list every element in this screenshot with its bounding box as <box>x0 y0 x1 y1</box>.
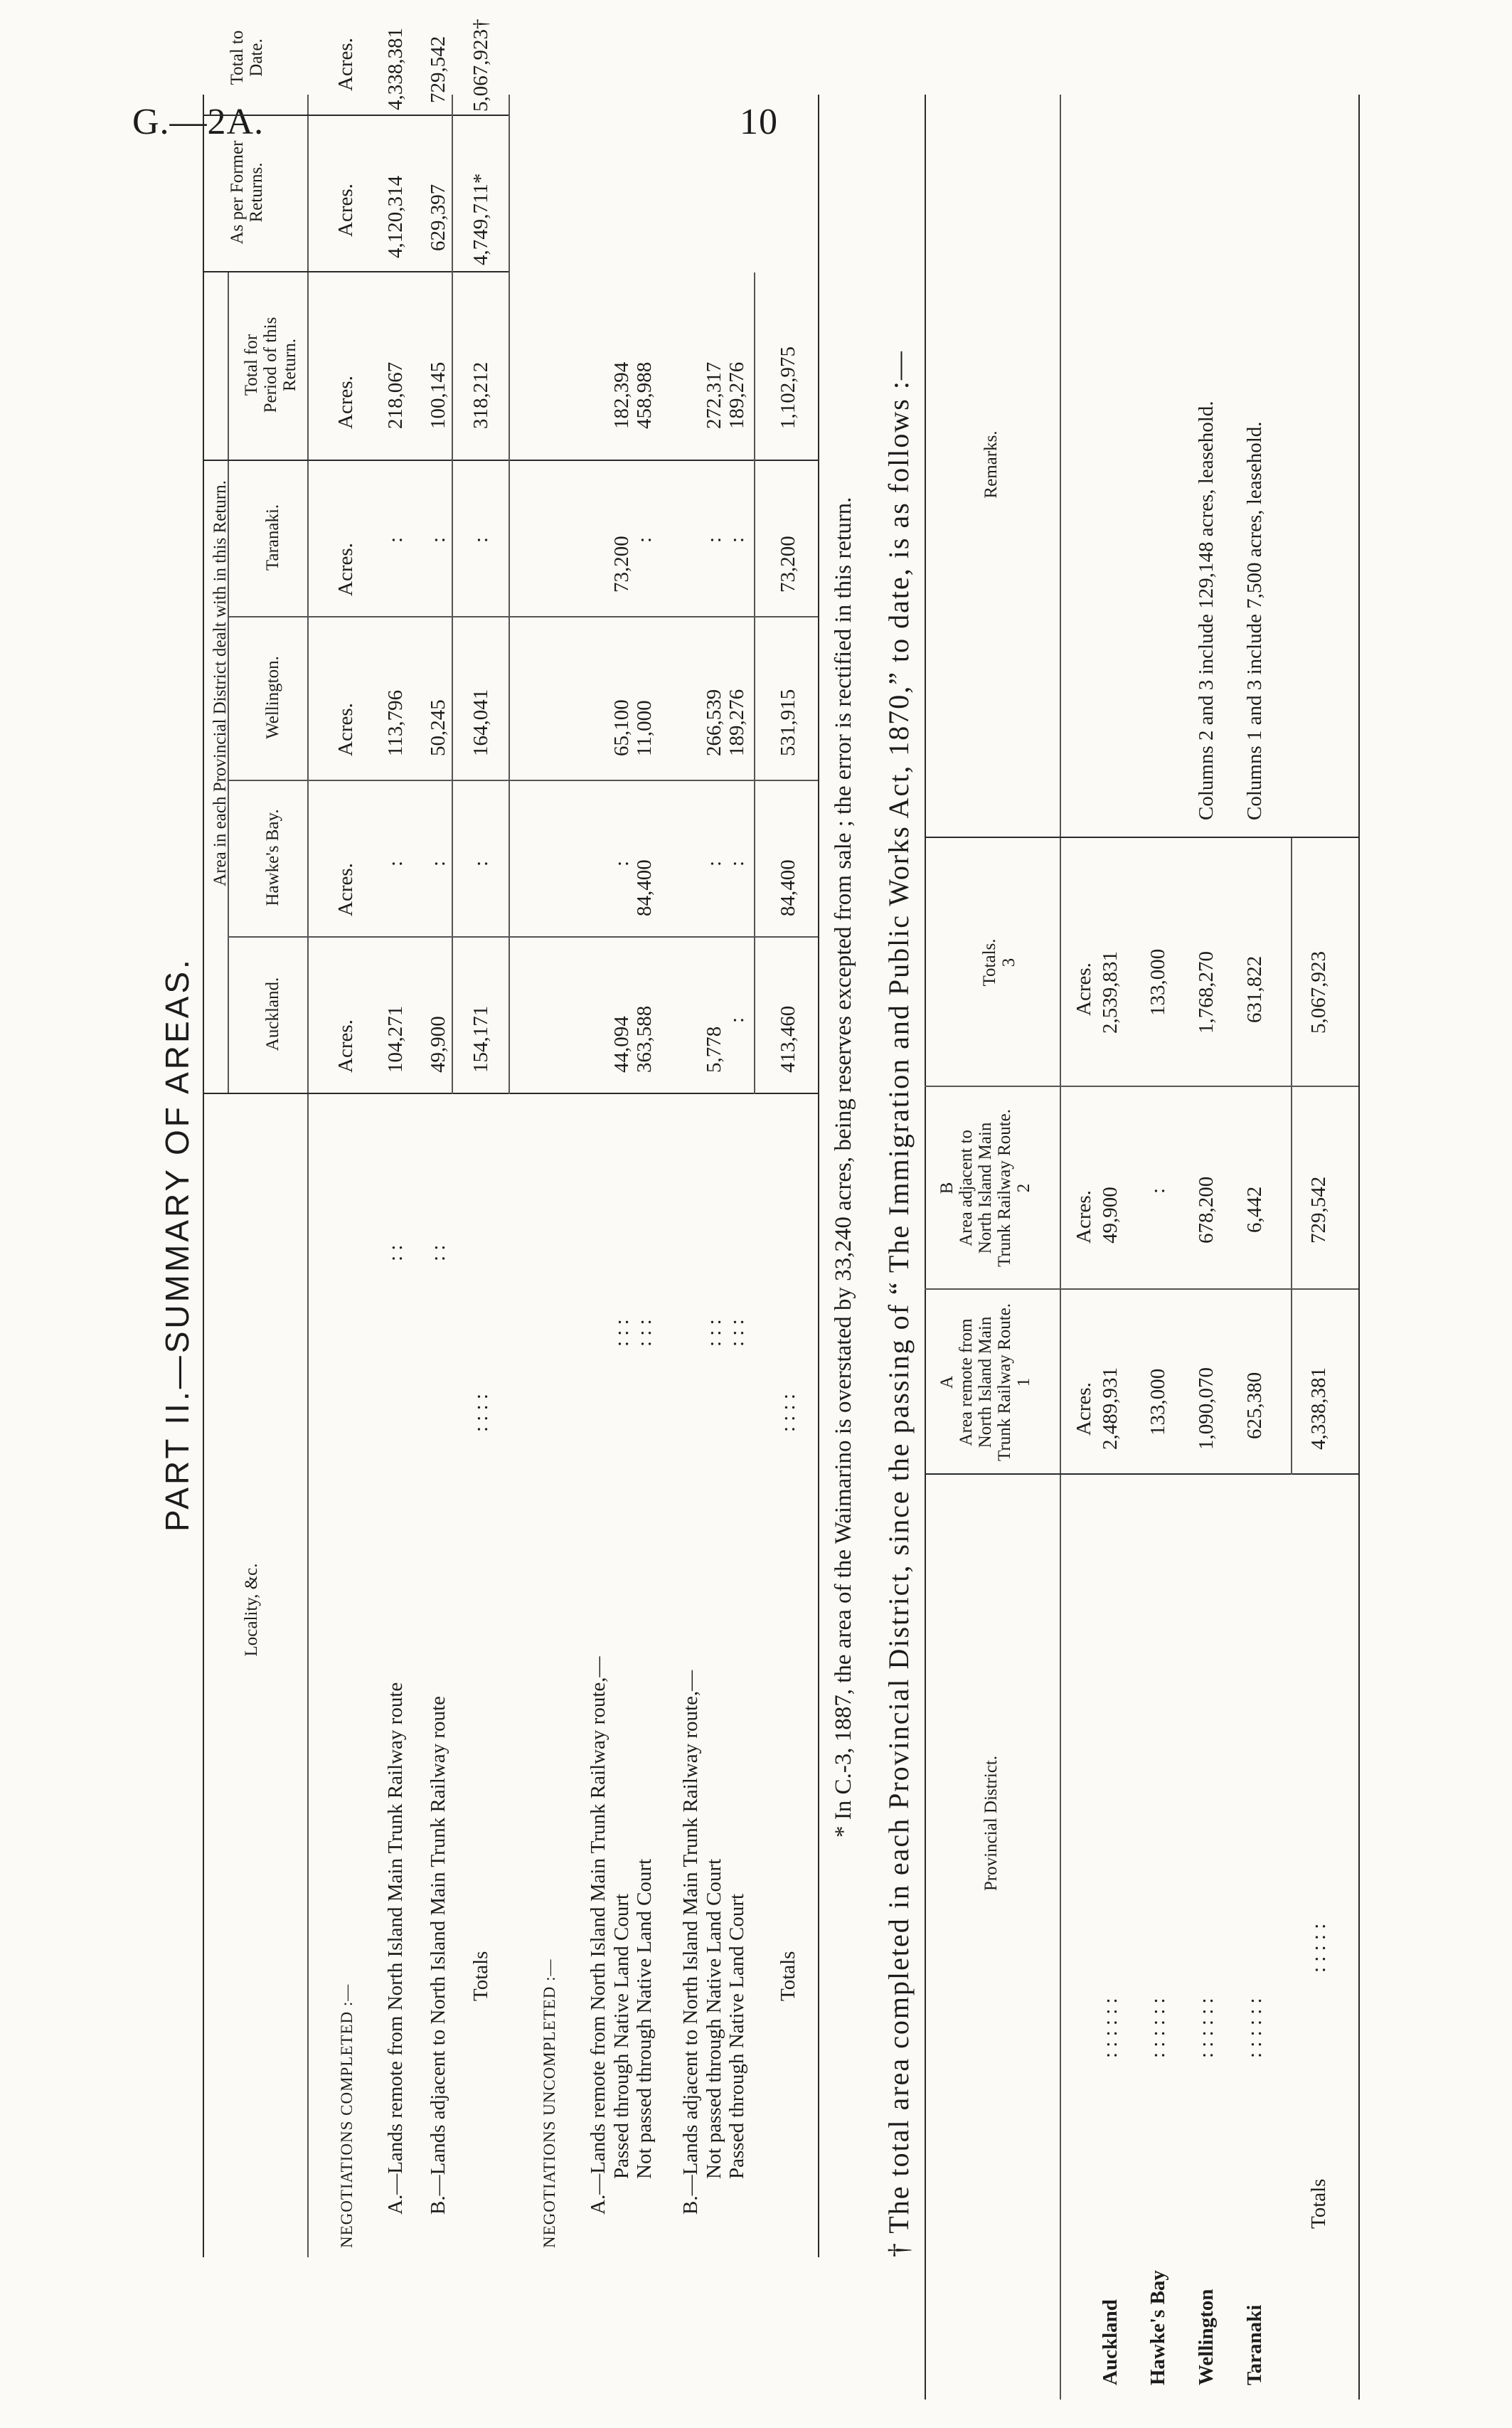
row-label: Passed through Native Land Court <box>725 1893 748 2179</box>
cell-wellington: 189,276 <box>725 689 748 756</box>
unit-label: Acres. <box>1072 963 1095 1016</box>
row-label: B.—Lands adjacent to North Island Main Trunk Railway route <box>427 1696 449 2215</box>
cell-period: 189,276 <box>725 361 748 429</box>
cell-hawkes-bay: : <box>469 860 492 866</box>
col-header-auckland: Auckland. <box>263 977 282 1051</box>
unit-label: Acres. <box>334 184 357 237</box>
row-label: Not passed through Native Land Court <box>633 1858 656 2179</box>
cell-total: 2,539,831 <box>1099 951 1122 1034</box>
cell-hawkes-bay: : <box>703 860 725 866</box>
cell-wellington: 266,539 <box>703 689 725 756</box>
table1-top-border <box>203 95 204 2257</box>
table1-sum-rule <box>754 272 755 1094</box>
row-label: Not passed through Native Land Court <box>703 1858 725 2179</box>
table1-col-divider <box>228 616 818 617</box>
cell-hawkes-bay: : <box>610 860 633 866</box>
cell-hawkes-bay: 84,400 <box>777 859 799 916</box>
cell-area-adjacent: 678,200 <box>1195 1176 1218 1244</box>
cell-auckland: 413,460 <box>777 1005 799 1073</box>
page-number: 10 <box>740 102 778 142</box>
cell-former: 4,749,711* <box>469 173 492 265</box>
cell-hawkes-bay: 84,400 <box>633 859 656 916</box>
cell-taranaki: : <box>725 536 748 543</box>
leader-dots: : : : <box>610 1319 633 1347</box>
page-ref: G.—2A. <box>132 102 265 142</box>
leader-dots: : : : <box>725 1319 748 1347</box>
cell-former: 629,397 <box>427 184 449 251</box>
unit-label: Acres. <box>334 1019 357 1073</box>
col-header-totals: Totals. 3 <box>980 938 1018 987</box>
cell-area-remote: 1,090,070 <box>1195 1367 1218 1450</box>
table1-col-divider <box>228 936 818 938</box>
totals-label: Totals <box>1307 2178 1330 2229</box>
col-header-area-remote: A Area remote from North Island Main Trunk Railway Route. 1 <box>937 1303 1033 1461</box>
cell-period: 218,067 <box>384 361 407 429</box>
row-label: Passed through Native Land Court <box>610 1893 633 2179</box>
cell-period: 272,317 <box>703 361 725 429</box>
cell-taranaki: : <box>384 536 407 543</box>
leader-dots: : : : : <box>777 1394 799 1432</box>
cell-remarks: Columns 1 and 3 include 7,500 acres, leasehold. <box>1243 421 1266 820</box>
table2-col-divider <box>925 837 1358 838</box>
col-header-wellington: Wellington. <box>263 656 282 739</box>
cell-taranaki: : <box>427 536 449 543</box>
cell-auckland: : <box>725 1017 748 1023</box>
unit-label: Acres. <box>334 38 357 91</box>
cell-auckland: 154,171 <box>469 1005 492 1073</box>
cell-auckland: 44,094 <box>610 1016 633 1073</box>
unit-label: Acres. <box>334 863 357 916</box>
leader-dots: : : : : <box>469 1394 492 1432</box>
cell-area-remote: 2,489,931 <box>1099 1367 1122 1450</box>
cell-auckland: 49,900 <box>427 1016 449 1073</box>
cell-area-remote: 4,338,381 <box>1307 1367 1330 1450</box>
section-heading-completed: NEGOTIATIONS COMPLETED :— <box>338 1983 356 2248</box>
cell-period: 458,988 <box>633 361 656 429</box>
row-label: A.—Lands remote from North Island Main Trunk Railway route <box>384 1682 407 2215</box>
leader-dots: : : <box>384 1244 407 1261</box>
cell-taranaki: : <box>633 536 656 543</box>
cell-wellington: 50,245 <box>427 699 449 756</box>
leader-dots: : : : : : <box>1307 1923 1330 1973</box>
col-header-taranaki: Taranaki. <box>263 504 282 571</box>
district-name: Auckland <box>1099 2299 1122 2385</box>
cell-period: 1,102,975 <box>777 346 799 429</box>
unit-label: Acres. <box>334 703 357 756</box>
footnote: * In C.-3, 1887, the area of the Waimarino is overstated by 33,240 acres, being reserves excepted from sale ; the error is rectified in this return. <box>831 497 856 1838</box>
cell-area-adjacent: 49,900 <box>1099 1187 1122 1244</box>
table2-sum-rule <box>1291 838 1292 1475</box>
table2-col-divider <box>925 1288 1358 1290</box>
leader-dots: : : <box>427 1244 449 1261</box>
table2-bottom-border <box>1358 95 1360 2400</box>
col-header-locality: Locality, &c. <box>242 1563 261 1657</box>
table2-col-divider <box>925 1086 1358 1087</box>
cell-wellington: 65,100 <box>610 699 633 756</box>
table1-sum-rule <box>509 95 510 1094</box>
table1-sum-rule <box>452 95 453 1094</box>
cell-total: 133,000 <box>1146 948 1169 1016</box>
table2-header-rule <box>1060 95 1061 2400</box>
unit-label: Acres. <box>1072 1382 1095 1436</box>
leader-dots: : : : : : : <box>1146 1998 1169 2058</box>
cell-remarks: Columns 2 and 3 include 129,148 acres, leasehold. <box>1195 401 1218 820</box>
col-header-district: Provincial District. <box>981 1755 1001 1892</box>
district-name: Taranaki <box>1243 2304 1266 2385</box>
table1-col-divider <box>228 780 818 781</box>
cell-hawkes-bay: : <box>384 860 407 866</box>
cell-taranaki: : <box>469 536 492 543</box>
col-header-period: Total for Period of this Return. <box>242 317 299 413</box>
cell-area-adjacent: 6,442 <box>1243 1186 1266 1233</box>
cell-taranaki: 73,200 <box>610 536 633 593</box>
col-header-area-adjacent: B Area adjacent to North Island Main Trunk Railway Route. 2 <box>937 1109 1033 1267</box>
section-heading-uncompleted: NEGOTIATIONS UNCOMPLETED :— <box>541 1958 558 2248</box>
cell-taranaki: 73,200 <box>777 536 799 593</box>
table1-bottom-border <box>818 95 819 2257</box>
cell-to-date: 4,338,381 <box>384 28 407 110</box>
cell-period: 318,212 <box>469 361 492 429</box>
table2-col-divider <box>925 1473 1358 1475</box>
cell-wellington: 531,915 <box>777 689 799 756</box>
table1-col-divider <box>203 1093 818 1094</box>
group-label: B.—Lands adjacent to North Island Main Trunk Railway route,— <box>679 1670 702 2215</box>
leader-dots: : : : : : : <box>1243 1998 1266 2058</box>
page-title: PART II.—SUMMARY OF AREAS. <box>159 957 196 1532</box>
cell-auckland: 5,778 <box>703 1026 725 1073</box>
col-header-former: As per Former Returns. <box>228 140 266 245</box>
cell-hawkes-bay: : <box>427 860 449 866</box>
cell-auckland: 104,271 <box>384 1005 407 1073</box>
col-header-hawkes-bay: Hawke's Bay. <box>263 809 282 906</box>
col-header-remarks: Remarks. <box>981 430 1001 499</box>
col-header-to-date: Total to Date. <box>228 30 266 85</box>
cell-area-remote: 625,380 <box>1243 1372 1266 1439</box>
summary-note: † The total area completed in each Provincial District, since the passing of “ The Immigration and Public Works Act, 1870,” to date, is as follows :— <box>883 350 915 2257</box>
cell-former: 4,120,314 <box>384 176 407 258</box>
totals-label: Totals <box>469 1951 492 2001</box>
leader-dots: : : : : : : <box>1195 1998 1218 2058</box>
table1-col-divider <box>203 460 818 461</box>
col-header-group: Area in each Provincial District dealt with in this Return. <box>211 480 230 886</box>
cell-to-date: 729,542 <box>427 36 449 103</box>
cell-area-remote: 133,000 <box>1146 1368 1169 1436</box>
cell-area-adjacent: : <box>1146 1187 1169 1194</box>
table1-header-rule <box>307 95 309 2257</box>
district-name: Hawke's Bay <box>1146 2270 1169 2385</box>
leader-dots: : : : <box>703 1319 725 1347</box>
cell-total: 5,067,923 <box>1307 951 1330 1034</box>
district-name: Wellington <box>1195 2289 1218 2385</box>
cell-auckland: 363,588 <box>633 1005 656 1073</box>
cell-taranaki: : <box>703 536 725 543</box>
cell-total: 1,768,270 <box>1195 951 1218 1034</box>
group-label: A.—Lands remote from North Island Main Trunk Railway route,— <box>587 1656 609 2215</box>
cell-period: 182,394 <box>610 361 633 429</box>
unit-label: Acres. <box>334 543 357 596</box>
cell-period: 100,145 <box>427 361 449 429</box>
cell-total: 631,822 <box>1243 955 1266 1023</box>
leader-dots: : : : : : : <box>1099 1998 1122 2058</box>
unit-label: Acres. <box>334 376 357 429</box>
leader-dots: : : : <box>633 1319 656 1347</box>
unit-label: Acres. <box>1072 1190 1095 1244</box>
cell-wellington: 113,796 <box>384 689 407 756</box>
cell-hawkes-bay: : <box>725 860 748 866</box>
totals-label: Totals <box>777 1951 799 2001</box>
cell-wellington: 164,041 <box>469 689 492 756</box>
cell-area-adjacent: 729,542 <box>1307 1176 1330 1244</box>
cell-wellington: 11,000 <box>633 700 656 756</box>
cell-to-date: 5,067,923† <box>469 18 492 112</box>
table2-top-border <box>925 95 926 2400</box>
